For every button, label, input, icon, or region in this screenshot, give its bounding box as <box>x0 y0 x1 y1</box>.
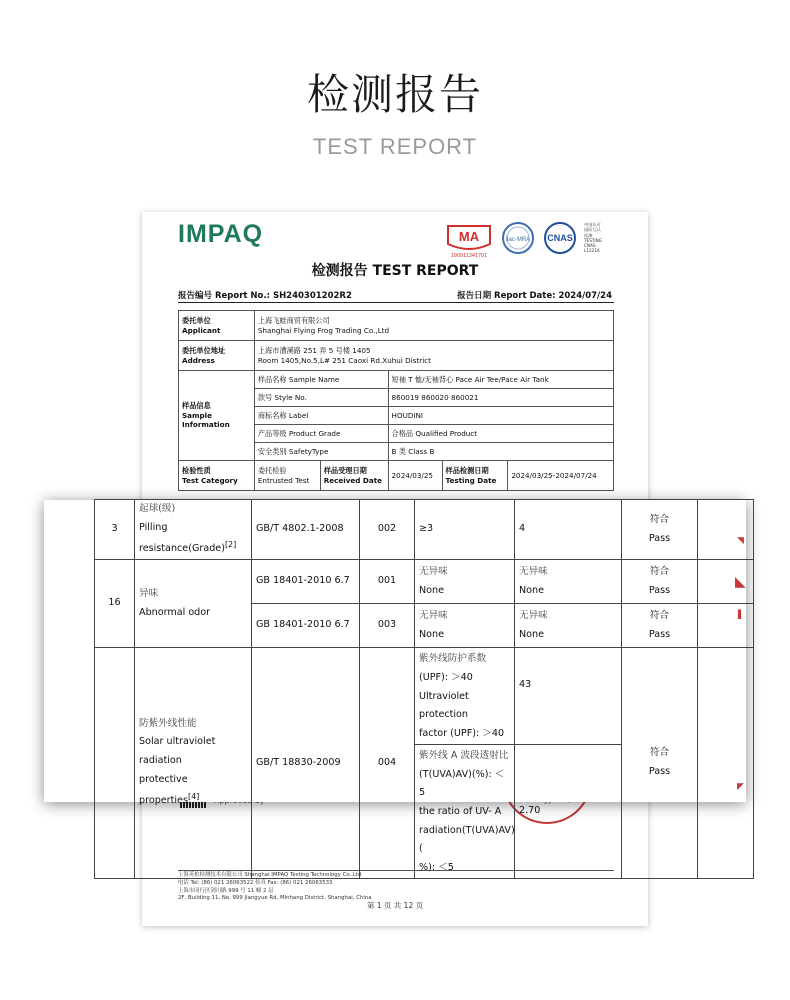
row-number: 3 <box>95 500 135 560</box>
grade-value: 合格品 Qualified Product <box>388 425 613 443</box>
safety-value: B 类 Class B <box>388 443 613 461</box>
requirement: 无异味 None <box>415 560 515 604</box>
verdict: 符合 Pass <box>622 560 698 604</box>
result: 无异味 None <box>515 560 622 604</box>
ilac-label: ilac·MRA <box>505 237 531 243</box>
zoomed-results-table <box>94 499 754 879</box>
result: 2.70 <box>515 744 622 878</box>
verdict: 符合 Pass <box>622 500 698 560</box>
requirement: ≥3 <box>415 500 515 560</box>
impaq-logo: IMPAQ <box>178 220 264 248</box>
result: 43 <box>515 648 622 745</box>
zoomed-results-panel <box>44 500 746 874</box>
received-value: 2024/03/25 <box>388 461 442 491</box>
stamp-mark-2: ◣ <box>735 574 746 590</box>
requirement: 无异味 None <box>415 604 515 648</box>
grade-label: 产品等级 Product Grade <box>254 425 388 443</box>
table-row <box>95 500 754 560</box>
test-item: 防紫外线性能 Solar ultraviolet radiation protective properties[4] <box>135 648 252 878</box>
testing-value: 2024/03/25-2024/07/24 <box>508 461 614 491</box>
sample-number: 001 <box>360 560 415 604</box>
category-label: 检验性质 Test Category <box>179 461 255 491</box>
cnas-label: CNAS <box>547 233 573 243</box>
client-label: 委托单位 Applicant <box>179 311 255 341</box>
table-row <box>95 648 754 745</box>
sample-info-label: 样品信息 Sample Information <box>179 371 255 461</box>
label-value: HOUDINI <box>388 407 613 425</box>
test-item: 异味 Abnormal odor <box>135 560 252 648</box>
address-label: 委托单位地址 Address <box>179 341 255 371</box>
stamp-mark-3: ▌ <box>738 610 745 619</box>
cnas-mark-icon <box>540 220 580 256</box>
sample-number: 003 <box>360 604 415 648</box>
verdict: 符合 Pass <box>622 604 698 648</box>
requirement: 紫外线防护系数 (UPF): ＞40 Ultraviolet protection factor (UPF): ＞40 <box>415 648 515 745</box>
ilac-mra-mark-icon <box>500 220 536 256</box>
row-number <box>95 648 135 878</box>
result: 无异味 None <box>515 604 622 648</box>
cma-mark-icon <box>444 220 494 260</box>
label-label: 商标名称 Label <box>254 407 388 425</box>
table-row <box>95 560 754 604</box>
test-standard: GB/T 18830-2009 <box>252 648 360 878</box>
style-label: 款号 Style No. <box>254 389 388 407</box>
requirement: 紫外线 A 波段透射比 (T(UVA)AV)(%): ＜5 the ratio of UV- A radiation(T(UVA)AV)( %): ＜5 <box>415 744 515 878</box>
header-divider <box>178 302 614 303</box>
report-number: 报告编号 Report No.: SH240301202R2 <box>178 291 352 301</box>
sample-number: 002 <box>360 500 415 560</box>
test-standard: GB 18401-2010 6.7 <box>252 604 360 648</box>
test-item: 起球(级) Pilling resistance(Grade)[2] <box>135 500 252 560</box>
page-number: 第 1 页 共 12 页 <box>366 901 424 910</box>
result: 4 <box>515 500 622 560</box>
sample-name-label: 样品名称 Sample Name <box>254 371 388 389</box>
style-value: 860019 860020 860021 <box>388 389 613 407</box>
page-subtitle: TEST REPORT <box>312 134 478 159</box>
test-standard: GB/T 4802.1-2008 <box>252 500 360 560</box>
received-label: 样品受理日期 Received Date <box>320 461 388 491</box>
stamp-fragment <box>737 520 747 820</box>
stamp-mark-1: ◥ <box>737 536 744 546</box>
row-number: 16 <box>95 560 135 648</box>
cma-label: MA <box>458 229 480 244</box>
verdict: 符合 Pass <box>622 648 698 878</box>
report-date: 报告日期 Report Date: 2024/07/24 <box>457 291 612 301</box>
category-value: 委托检验 Entrusted Test <box>254 461 320 491</box>
client-value: 上海飞蛙商贸有限公司 Shanghai Flying Frog Trading Co.,Ltd <box>254 311 613 341</box>
safety-label: 安全类别 SafetyType <box>254 443 388 461</box>
stamp-mark-4: ◤ <box>737 782 744 792</box>
sample-name-value: 短袖 T 恤/无袖背心 Pace Air Tee/Pace Air Tank <box>388 371 613 389</box>
testing-label: 样品检测日期 Testing Date <box>442 461 508 491</box>
report-info-table <box>178 310 614 491</box>
sample-number: 004 <box>360 648 415 878</box>
cnas-text-block: 中国认可 国际互认 检测 TESTING CNAS L12216 <box>584 222 603 254</box>
report-footer: 上海英柏检测技术有限公司 Shanghai IMPAQ Testing Technology Co.,Ltd 电话 Tel: (86) 021 26063522 传真 Fax: (86) 021 26063533 上海市闵行区剑川路 999 号 11 幢 2 层 2F, Building 11, No. 999 Jiangyue Rd, Minhang District, Shanghai, China <box>178 872 372 902</box>
address-value: 上海市漕溪路 251 弄 5 号楼 1405 Room 1405,No.5,L# 251 Caoxi Rd.Xuhui District <box>254 341 613 371</box>
report-title: 检测报告 TEST REPORT <box>311 263 479 279</box>
page-title: 检测报告 <box>306 70 483 119</box>
test-standard: GB 18401-2010 6.7 <box>252 560 360 604</box>
cma-number: 190911341701 <box>450 253 488 259</box>
